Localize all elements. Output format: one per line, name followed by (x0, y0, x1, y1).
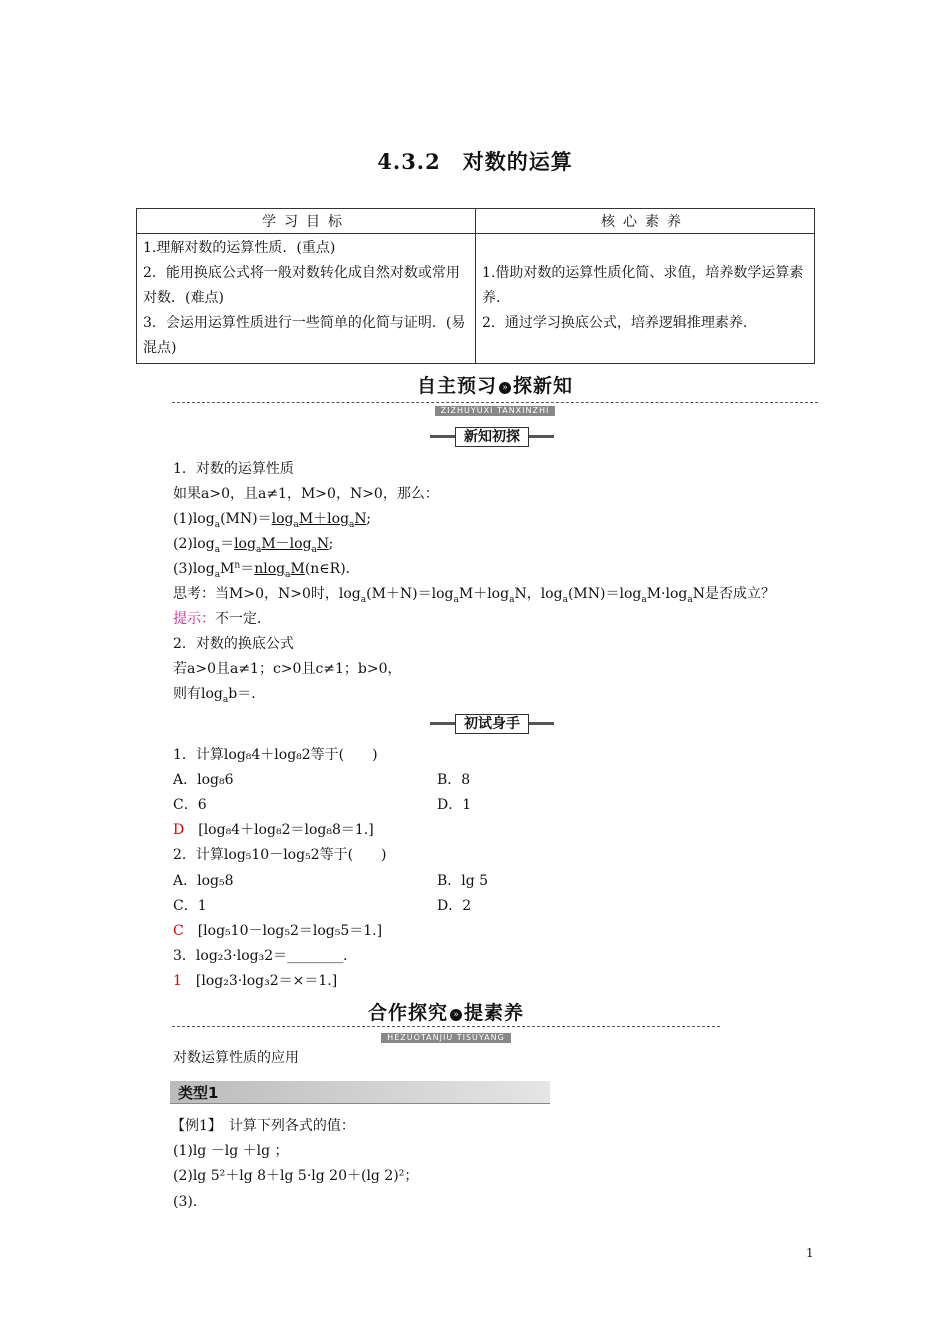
q2-answer (173, 920, 382, 940)
tag-new-knowledge: 新知初探 (455, 427, 529, 447)
page-number: 1 (806, 1246, 814, 1260)
q2-option-b: B．lg 5 (437, 873, 489, 889)
banner-subtitle: ZIZHUYUXI TANXINZHI (435, 406, 556, 416)
section-banner-explore (172, 998, 720, 1044)
q3-stem: 3．log₂3·log₃2＝________． (173, 948, 358, 964)
s2-heading: 2．对数的换底公式 (173, 636, 294, 652)
banner-title: 自主预习 (416, 375, 497, 397)
arrow-icon: » (499, 382, 511, 394)
banner-subtitle: HEZUOTANJIU TISUYANG (381, 1033, 511, 1043)
q1-option-b: B．8 (437, 772, 471, 788)
rule-3: $(3)\log_aM^n=nlog_aM(n\in R)$． (173, 560, 360, 580)
answer-letter: C (173, 923, 184, 939)
q1-stem: 1．计算log₈4＋log₈2等于( ) (173, 747, 378, 763)
tag-wrapper (0, 713, 950, 734)
q2-stem: 2．计算log₅10－log₅2等于( ) (173, 847, 387, 863)
example-heading (171, 1115, 355, 1135)
s2-condition: 若a>0且a≠1；c>0且c≠1；b>0， (173, 661, 402, 677)
q1-answer (173, 819, 374, 839)
goals-header-right: 核心素养 (476, 209, 815, 234)
hint (173, 608, 271, 628)
answer-explanation: [log₅10－log₅2＝log₅5＝1.] (197, 923, 383, 939)
tag-try: 初试身手 (455, 714, 529, 734)
banner-title-2: 探新知 (513, 375, 574, 397)
hint-label: 提示： (173, 611, 215, 627)
q2-option-d: D．2 (437, 898, 472, 914)
type-label: 类型1 (178, 1084, 219, 1102)
goals-left-cell (137, 234, 476, 364)
rule-1: $(1)\log_a(MN)=\log_aM+\log_aN$; (173, 511, 371, 530)
goal-item: 2．能用换底公式将一般对数转化成自然对数或常用对数．(难点) (143, 265, 460, 306)
goals-right-cell (476, 234, 815, 364)
example-part-1: (1)lg －lg ＋lg ； (173, 1143, 289, 1159)
answer-explanation: [log₂3·log₃2＝×＝1.] (195, 973, 338, 989)
s1-condition: 如果a>0，且a≠1，M>0，N>0，那么： (173, 486, 439, 502)
s1-heading: 1．对数的运算性质 (173, 461, 294, 477)
literacy-item: 2．通过学习换底公式，培养逻辑推理素养. (482, 315, 748, 331)
arrow-icon: » (450, 1009, 462, 1021)
section-heading: 对数运算性质的应用 (173, 1050, 299, 1066)
banner-title-2: 提素养 (464, 1002, 525, 1024)
literacy-item: 1.借助对数的运算性质化简、求值，培养数学运算素养. (482, 265, 804, 306)
q1-option-a: A．log₈6 (173, 772, 234, 788)
section-banner-preview (172, 371, 818, 417)
tag-wrapper (0, 426, 950, 447)
think-question: 思考：当M>0，N>0时，$\log_a(M+N)=\log_aM+\log_aN$，$\log_a(MN)=\log_aM\cdot\log_aN$是否成立？ (173, 586, 775, 605)
goal-item: 1.理解对数的运算性质．(重点) (143, 240, 336, 256)
goals-header-left: 学习目标 (137, 209, 476, 234)
example-label: 【例1】 (171, 1118, 215, 1134)
goals-table (136, 208, 815, 364)
s2-result: 则有$\log_ab=$． (173, 686, 266, 705)
q2-option-a: A．log₅8 (173, 873, 234, 889)
banner-title: 合作探究 (367, 1002, 448, 1024)
type-bar (170, 1081, 550, 1104)
q2-option-c: C．1 (173, 898, 207, 914)
example-text: 计算下列各式的值： (228, 1118, 355, 1134)
answer-letter: D (173, 822, 185, 838)
q1-option-c: C．6 (173, 797, 207, 813)
q1-option-d: D．1 (437, 797, 472, 813)
answer-value: 1 (173, 973, 182, 989)
example-part-2: (2)lg 5²＋lg 8＋lg 5·lg 20＋(lg 2)²； (173, 1168, 419, 1184)
page-title: 4.3.2 对数的运算 (377, 149, 573, 174)
q3-answer (173, 970, 337, 990)
hint-text: 不一定． (215, 611, 271, 627)
answer-explanation: [log₈4＋log₈2＝log₈8＝1.] (198, 822, 374, 838)
goal-item: 3．会运用运算性质进行一些简单的化简与证明．(易混点) (143, 315, 466, 356)
example-part-3: (3)． (173, 1194, 207, 1210)
rule-2: $(2)\log_a=\log_aM-\log_aN$; (173, 536, 334, 555)
